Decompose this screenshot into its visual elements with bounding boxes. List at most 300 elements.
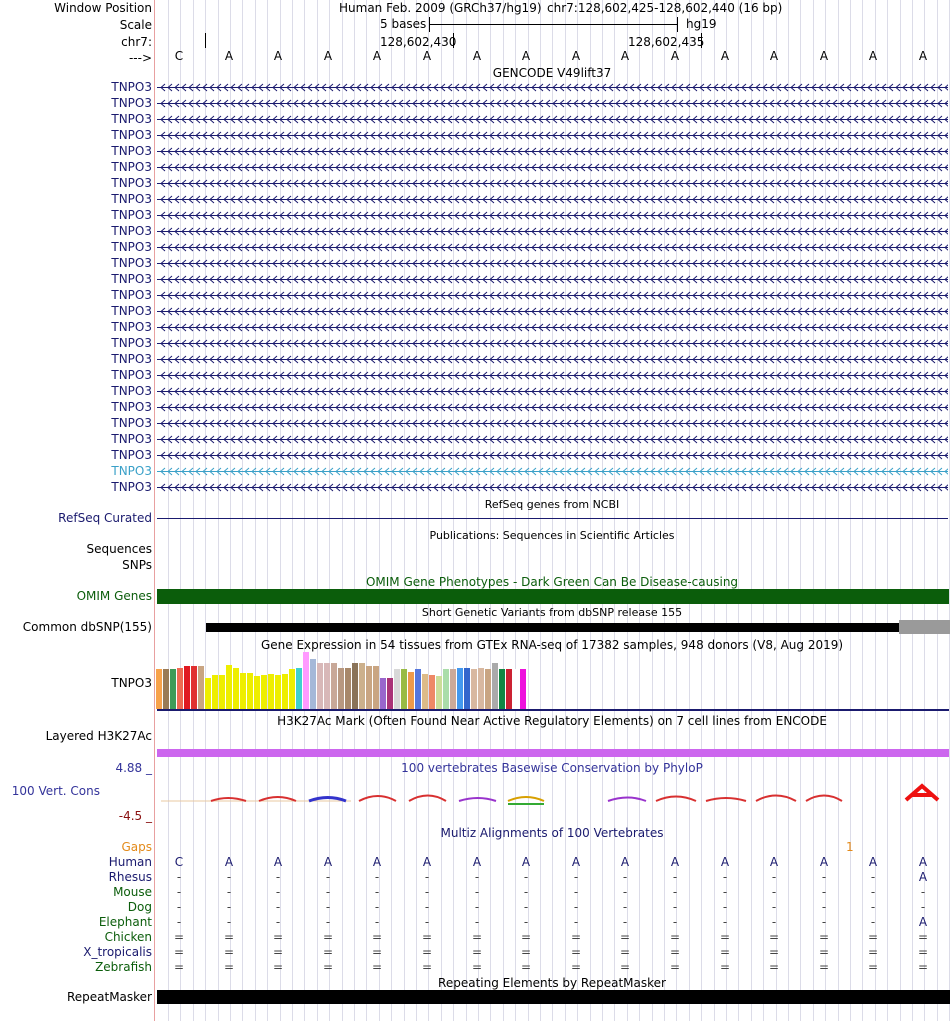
multiz-gaps-value: 1 xyxy=(846,840,854,854)
gencode-transcript[interactable] xyxy=(157,387,948,396)
multiz-species-label[interactable]: Mouse xyxy=(113,885,152,899)
multiz-gaps-label: Gaps xyxy=(121,840,152,854)
phylop-title[interactable]: 100 vertebrates Basewise Conservation by PhyloP xyxy=(401,761,703,775)
multiz-base: - xyxy=(672,900,678,914)
coord-label-2: 128,602,435 xyxy=(628,35,705,49)
repeatmasker-title[interactable]: Repeating Elements by RepeatMasker xyxy=(438,976,666,990)
multiz-base: = xyxy=(619,945,631,959)
gencode-transcript[interactable] xyxy=(157,451,948,460)
base-letter: A xyxy=(868,49,878,63)
gtex-label[interactable]: TNPO3 xyxy=(111,676,152,690)
base-letter: A xyxy=(571,49,581,63)
gencode-transcript[interactable] xyxy=(157,163,948,172)
phylop-label[interactable]: 100 Vert. Cons xyxy=(11,784,100,798)
gtex-title[interactable]: Gene Expression in 54 tissues from GTEx RNA-seq of 17382 samples, 948 donors (V8, Aug 2019) xyxy=(260,638,844,652)
gencode-gene-label[interactable]: TNPO3 xyxy=(111,368,152,382)
multiz-base: = xyxy=(471,960,483,974)
gtex-tissue-bar[interactable] xyxy=(219,675,225,709)
base-letter: A xyxy=(819,49,829,63)
gencode-transcript[interactable] xyxy=(157,355,948,364)
multiz-base: - xyxy=(424,885,430,899)
multiz-base: = xyxy=(371,960,383,974)
multiz-base: = xyxy=(223,945,235,959)
gtex-tissue-bar[interactable] xyxy=(163,669,169,709)
gtex-tissue-bar[interactable] xyxy=(324,663,330,709)
gencode-transcript[interactable] xyxy=(157,179,948,188)
gtex-tissue-bar[interactable] xyxy=(436,676,442,709)
multiz-base: - xyxy=(672,870,678,884)
multiz-base: = xyxy=(570,960,582,974)
multiz-base: - xyxy=(523,915,529,929)
multiz-base: - xyxy=(275,915,281,929)
multiz-base: = xyxy=(669,945,681,959)
multiz-base: - xyxy=(226,885,232,899)
multiz-base: - xyxy=(325,900,331,914)
gtex-tissue-bar[interactable] xyxy=(296,668,302,709)
multiz-base: A xyxy=(670,855,680,869)
multiz-base: - xyxy=(325,915,331,929)
multiz-base: = xyxy=(173,930,185,944)
multiz-base: - xyxy=(374,900,380,914)
base-letter: A xyxy=(620,49,630,63)
multiz-base: - xyxy=(424,870,430,884)
gencode-transcript[interactable] xyxy=(157,339,948,348)
gtex-chart[interactable] xyxy=(156,652,950,709)
multiz-base: = xyxy=(818,945,830,959)
gencode-title[interactable]: GENCODE V49lift37 xyxy=(492,66,612,80)
multiz-base: = xyxy=(818,960,830,974)
chr-label: chr7: xyxy=(121,35,152,49)
multiz-base: = xyxy=(421,960,433,974)
base-letter: C xyxy=(174,49,184,63)
label-divider xyxy=(154,0,155,1021)
gencode-gene-label[interactable]: TNPO3 xyxy=(111,288,152,302)
multiz-base: = xyxy=(520,945,532,959)
gencode-gene-label[interactable]: TNPO3 xyxy=(111,432,152,446)
multiz-base: = xyxy=(471,945,483,959)
multiz-base: = xyxy=(669,930,681,944)
gencode-gene-label[interactable]: TNPO3 xyxy=(111,352,152,366)
gencode-transcript[interactable] xyxy=(157,195,948,204)
gencode-gene-label[interactable]: TNPO3 xyxy=(111,144,152,158)
gtex-tissue-bar[interactable] xyxy=(499,669,505,709)
gtex-baseline xyxy=(157,709,949,711)
multiz-base: - xyxy=(176,900,182,914)
omim-title[interactable]: OMIM Gene Phenotypes - Dark Green Can Be Disease-causing xyxy=(365,575,739,589)
multiz-base: = xyxy=(322,945,334,959)
multiz-base: A xyxy=(868,855,878,869)
gencode-transcript[interactable] xyxy=(157,403,948,412)
multiz-base: - xyxy=(821,915,827,929)
gtex-tissue-bar[interactable] xyxy=(310,659,316,709)
multiz-base: - xyxy=(176,870,182,884)
gencode-transcript[interactable] xyxy=(157,419,948,428)
gtex-tissue-bar[interactable] xyxy=(401,669,407,709)
multiz-base: - xyxy=(622,870,628,884)
gtex-tissue-bar[interactable] xyxy=(177,668,183,709)
multiz-species-label[interactable]: Chicken xyxy=(104,930,152,944)
multiz-base: = xyxy=(371,930,383,944)
multiz-base: - xyxy=(275,900,281,914)
h3k27ac-signal[interactable] xyxy=(157,749,949,757)
publications-title[interactable]: Publications: Sequences in Scientific Articles xyxy=(429,529,675,542)
gencode-transcript[interactable] xyxy=(157,259,948,268)
gtex-tissue-bar[interactable] xyxy=(520,669,526,709)
multiz-base: - xyxy=(870,900,876,914)
scale-label: Scale xyxy=(119,18,152,32)
gencode-gene-label[interactable]: TNPO3 xyxy=(111,208,152,222)
gtex-tissue-bar[interactable] xyxy=(191,666,197,709)
base-letter: A xyxy=(918,49,928,63)
multiz-base: - xyxy=(920,900,926,914)
multiz-base: - xyxy=(573,885,579,899)
coord-label-1: 128,602,430 xyxy=(380,35,457,49)
multiz-base: A xyxy=(323,855,333,869)
multiz-base: = xyxy=(223,960,235,974)
multiz-base: - xyxy=(424,915,430,929)
multiz-base: - xyxy=(275,870,281,884)
publications-sequences-label[interactable]: Sequences xyxy=(86,542,152,556)
multiz-base: - xyxy=(821,870,827,884)
gtex-tissue-bar[interactable] xyxy=(212,675,218,709)
multiz-base: = xyxy=(173,945,185,959)
refseq-title[interactable]: RefSeq genes from NCBI xyxy=(484,498,620,511)
gtex-tissue-bar[interactable] xyxy=(387,678,393,709)
multiz-base: - xyxy=(722,870,728,884)
multiz-base: = xyxy=(917,930,929,944)
gencode-gene-label[interactable]: TNPO3 xyxy=(111,112,152,126)
multiz-base: - xyxy=(821,900,827,914)
scale-bar xyxy=(429,24,678,25)
multiz-base: - xyxy=(523,900,529,914)
multiz-base: = xyxy=(818,930,830,944)
multiz-species-label[interactable]: Dog xyxy=(127,900,152,914)
gtex-tissue-bar[interactable] xyxy=(443,669,449,709)
h3k27ac-title[interactable]: H3K27Ac Mark (Often Found Near Active Regulatory Elements) on 7 cell lines from ENCODE xyxy=(277,714,827,728)
multiz-base: - xyxy=(870,915,876,929)
multiz-base: - xyxy=(523,870,529,884)
multiz-base: A xyxy=(521,855,531,869)
dbsnp-variant-gray[interactable] xyxy=(899,620,950,634)
multiz-base: A xyxy=(472,855,482,869)
multiz-base: - xyxy=(226,915,232,929)
scale-text: 5 bases xyxy=(380,17,427,31)
multiz-species-label[interactable]: Human xyxy=(108,855,152,869)
multiz-base: = xyxy=(768,960,780,974)
multiz-species-label[interactable]: Zebrafish xyxy=(95,960,152,974)
multiz-base: A xyxy=(918,870,928,884)
multiz-base: - xyxy=(870,885,876,899)
gtex-tissue-bar[interactable] xyxy=(247,673,253,709)
gtex-tissue-bar[interactable] xyxy=(254,676,260,709)
dbsnp-title[interactable]: Short Genetic Variants from dbSNP release 155 xyxy=(421,606,683,619)
gtex-tissue-bar[interactable] xyxy=(338,668,344,709)
gtex-tissue-bar[interactable] xyxy=(478,668,484,709)
multiz-base: = xyxy=(917,945,929,959)
gtex-tissue-bar[interactable] xyxy=(226,665,232,709)
base-letter: A xyxy=(372,49,382,63)
position-text[interactable]: chr7:128,602,425-128,602,440 (16 bp) xyxy=(547,1,783,15)
gtex-tissue-bar[interactable] xyxy=(492,663,498,709)
phylop-max-label: 4.88 _ xyxy=(115,761,152,775)
multiz-base: - xyxy=(722,900,728,914)
gtex-tissue-bar[interactable] xyxy=(317,663,323,709)
multiz-base: = xyxy=(867,930,879,944)
gtex-tissue-bar[interactable] xyxy=(366,666,372,709)
multiz-base: - xyxy=(622,885,628,899)
multiz-species-label[interactable]: Rhesus xyxy=(108,870,152,884)
gencode-gene-label[interactable]: TNPO3 xyxy=(111,176,152,190)
multiz-base: - xyxy=(920,885,926,899)
base-letter: A xyxy=(521,49,531,63)
multiz-base: A xyxy=(620,855,630,869)
phylop-logo[interactable] xyxy=(156,780,950,810)
strand-label: ---> xyxy=(128,51,152,65)
base-letter: A xyxy=(422,49,432,63)
gencode-transcript[interactable] xyxy=(157,211,948,220)
gencode-gene-label[interactable]: TNPO3 xyxy=(111,224,152,238)
multiz-base: - xyxy=(374,885,380,899)
gtex-tissue-bar[interactable] xyxy=(422,674,428,709)
multiz-base: - xyxy=(622,915,628,929)
multiz-base: - xyxy=(325,885,331,899)
multiz-base: = xyxy=(421,945,433,959)
gencode-gene-label[interactable]: TNPO3 xyxy=(111,160,152,174)
gencode-transcript[interactable] xyxy=(157,483,948,492)
base-letter: A xyxy=(720,49,730,63)
gencode-transcript[interactable] xyxy=(157,371,948,380)
multiz-base: = xyxy=(669,960,681,974)
multiz-base: = xyxy=(322,930,334,944)
multiz-base: - xyxy=(275,885,281,899)
multiz-base: = xyxy=(223,930,235,944)
multiz-title[interactable]: Multiz Alignments of 100 Vertebrates xyxy=(440,826,664,840)
multiz-base: = xyxy=(570,930,582,944)
gtex-tissue-bar[interactable] xyxy=(303,652,309,709)
gencode-gene-label[interactable]: TNPO3 xyxy=(111,416,152,430)
multiz-base: - xyxy=(672,915,678,929)
multiz-base: A xyxy=(918,855,928,869)
multiz-base: = xyxy=(173,960,185,974)
multiz-base: - xyxy=(374,870,380,884)
gtex-tissue-bar[interactable] xyxy=(513,669,519,709)
multiz-base: - xyxy=(573,900,579,914)
multiz-base: - xyxy=(374,915,380,929)
multiz-base: = xyxy=(570,945,582,959)
multiz-base: = xyxy=(719,960,731,974)
gencode-gene-label[interactable]: TNPO3 xyxy=(111,240,152,254)
multiz-base: = xyxy=(719,945,731,959)
gencode-transcript[interactable] xyxy=(157,131,948,140)
db-text: hg19 xyxy=(686,17,717,31)
window-position-label: Window Position xyxy=(54,1,152,15)
gencode-gene-label[interactable]: TNPO3 xyxy=(111,336,152,350)
gencode-gene-label[interactable]: TNPO3 xyxy=(111,480,152,494)
gencode-gene-label[interactable]: TNPO3 xyxy=(111,192,152,206)
multiz-base: - xyxy=(474,885,480,899)
refseq-label[interactable]: RefSeq Curated xyxy=(58,511,152,525)
gtex-tissue-bar[interactable] xyxy=(205,678,211,709)
gtex-tissue-bar[interactable] xyxy=(415,669,421,709)
repeatmasker-label[interactable]: RepeatMasker xyxy=(66,990,152,1004)
gtex-tissue-bar[interactable] xyxy=(352,663,358,709)
multiz-base: - xyxy=(226,900,232,914)
gencode-transcript[interactable] xyxy=(157,115,948,124)
base-letter: A xyxy=(769,49,779,63)
multiz-base: = xyxy=(619,930,631,944)
multiz-base: = xyxy=(272,930,284,944)
multiz-base: - xyxy=(474,915,480,929)
gencode-gene-label[interactable]: TNPO3 xyxy=(111,256,152,270)
multiz-base: = xyxy=(768,930,780,944)
multiz-base: = xyxy=(272,945,284,959)
phylop-min-label: -4.5 _ xyxy=(118,809,152,823)
multiz-base: - xyxy=(424,900,430,914)
gtex-tissue-bar[interactable] xyxy=(394,669,400,709)
gtex-tissue-bar[interactable] xyxy=(373,666,379,709)
gtex-tissue-bar[interactable] xyxy=(345,668,351,709)
dbsnp-label[interactable]: Common dbSNP(155) xyxy=(22,620,152,634)
multiz-base: = xyxy=(719,930,731,944)
gtex-tissue-bar[interactable] xyxy=(429,675,435,709)
multiz-base: = xyxy=(322,960,334,974)
gencode-transcript[interactable] xyxy=(157,83,948,92)
gtex-tissue-bar[interactable] xyxy=(359,663,365,709)
multiz-base: - xyxy=(325,870,331,884)
multiz-base: - xyxy=(870,870,876,884)
omim-bar[interactable] xyxy=(157,589,949,604)
multiz-base: A xyxy=(372,855,382,869)
dbsnp-variant[interactable] xyxy=(206,623,950,632)
gencode-gene-label[interactable]: TNPO3 xyxy=(111,448,152,462)
gtex-tissue-bar[interactable] xyxy=(331,663,337,709)
gtex-tissue-bar[interactable] xyxy=(289,669,295,709)
multiz-base: - xyxy=(771,870,777,884)
multiz-base: = xyxy=(520,930,532,944)
multiz-base: - xyxy=(722,885,728,899)
multiz-base: A xyxy=(571,855,581,869)
multiz-base: A xyxy=(918,915,928,929)
gtex-tissue-bar[interactable] xyxy=(450,669,456,709)
assembly-text: Human Feb. 2009 (GRCh37/hg19) xyxy=(339,1,542,15)
gencode-transcript[interactable] xyxy=(157,147,948,156)
multiz-base: - xyxy=(622,900,628,914)
multiz-base: A xyxy=(720,855,730,869)
gencode-transcript[interactable] xyxy=(157,323,948,332)
gencode-gene-label[interactable]: TNPO3 xyxy=(111,96,152,110)
multiz-base: A xyxy=(422,855,432,869)
gencode-transcript[interactable] xyxy=(157,291,948,300)
base-letter: A xyxy=(670,49,680,63)
publications-snps-label[interactable]: SNPs xyxy=(122,558,152,572)
multiz-base: - xyxy=(771,885,777,899)
gtex-tissue-bar[interactable] xyxy=(282,674,288,709)
multiz-base: A xyxy=(819,855,829,869)
scale-bar-start xyxy=(429,17,430,32)
gtex-tissue-bar[interactable] xyxy=(233,668,239,709)
gtex-tissue-bar[interactable] xyxy=(170,669,176,709)
multiz-base: = xyxy=(917,960,929,974)
gencode-gene-label[interactable]: TNPO3 xyxy=(111,464,152,478)
gencode-transcript[interactable] xyxy=(157,467,948,476)
multiz-base: = xyxy=(619,960,631,974)
multiz-base: = xyxy=(371,945,383,959)
h3k27ac-label[interactable]: Layered H3K27Ac xyxy=(45,729,152,743)
gtex-tissue-bar[interactable] xyxy=(457,668,463,709)
multiz-base: A xyxy=(224,855,234,869)
gtex-tissue-bar[interactable] xyxy=(198,666,204,709)
gtex-tissue-bar[interactable] xyxy=(184,666,190,709)
multiz-base: - xyxy=(226,870,232,884)
multiz-base: - xyxy=(722,915,728,929)
gtex-tissue-bar[interactable] xyxy=(408,672,414,709)
gencode-gene-label[interactable]: TNPO3 xyxy=(111,320,152,334)
multiz-base: A xyxy=(769,855,779,869)
multiz-species-label[interactable]: X_tropicalis xyxy=(83,945,152,959)
gencode-transcript[interactable] xyxy=(157,99,948,108)
multiz-base: - xyxy=(672,885,678,899)
gtex-tissue-bar[interactable] xyxy=(380,678,386,709)
multiz-base: = xyxy=(520,960,532,974)
gencode-gene-label[interactable]: TNPO3 xyxy=(111,304,152,318)
gtex-tissue-bar[interactable] xyxy=(240,673,246,709)
multiz-base: = xyxy=(768,945,780,959)
base-letter: A xyxy=(224,49,234,63)
multiz-base: - xyxy=(771,915,777,929)
multiz-base: - xyxy=(176,885,182,899)
gencode-transcript[interactable] xyxy=(157,275,948,284)
repeatmasker-bar[interactable] xyxy=(157,990,950,1004)
gencode-gene-label[interactable]: TNPO3 xyxy=(111,80,152,94)
gtex-tissue-bar[interactable] xyxy=(268,674,274,709)
gtex-tissue-bar[interactable] xyxy=(485,669,491,709)
multiz-base: = xyxy=(421,930,433,944)
gencode-transcript[interactable] xyxy=(157,435,948,444)
multiz-base: - xyxy=(176,915,182,929)
base-letter: A xyxy=(323,49,333,63)
multiz-base: - xyxy=(523,885,529,899)
scale-bar-end xyxy=(677,17,678,32)
multiz-base: - xyxy=(474,900,480,914)
gtex-tissue-bar[interactable] xyxy=(464,668,470,709)
gencode-transcript[interactable] xyxy=(157,307,948,316)
multiz-base: = xyxy=(471,930,483,944)
gencode-transcript[interactable] xyxy=(157,227,948,236)
multiz-base: - xyxy=(821,885,827,899)
gencode-gene-label[interactable]: TNPO3 xyxy=(111,272,152,286)
multiz-base: = xyxy=(867,945,879,959)
multiz-base: - xyxy=(573,915,579,929)
multiz-species-label[interactable]: Elephant xyxy=(98,915,152,929)
gencode-gene-label[interactable]: TNPO3 xyxy=(111,384,152,398)
gtex-tissue-bar[interactable] xyxy=(506,669,512,709)
gtex-tissue-bar[interactable] xyxy=(261,675,267,709)
gencode-gene-label[interactable]: TNPO3 xyxy=(111,400,152,414)
multiz-base: - xyxy=(573,870,579,884)
multiz-base: A xyxy=(273,855,283,869)
multiz-base: - xyxy=(771,900,777,914)
omim-label[interactable]: OMIM Genes xyxy=(76,589,152,603)
refseq-gene-line[interactable] xyxy=(157,518,948,519)
gencode-gene-label[interactable]: TNPO3 xyxy=(111,128,152,142)
gtex-tissue-bar[interactable] xyxy=(156,669,162,709)
gencode-transcript[interactable] xyxy=(157,243,948,252)
ruler-tick xyxy=(205,33,206,48)
multiz-base: - xyxy=(474,870,480,884)
gtex-tissue-bar[interactable] xyxy=(275,675,281,709)
gtex-tissue-bar[interactable] xyxy=(471,669,477,709)
base-letter: A xyxy=(273,49,283,63)
